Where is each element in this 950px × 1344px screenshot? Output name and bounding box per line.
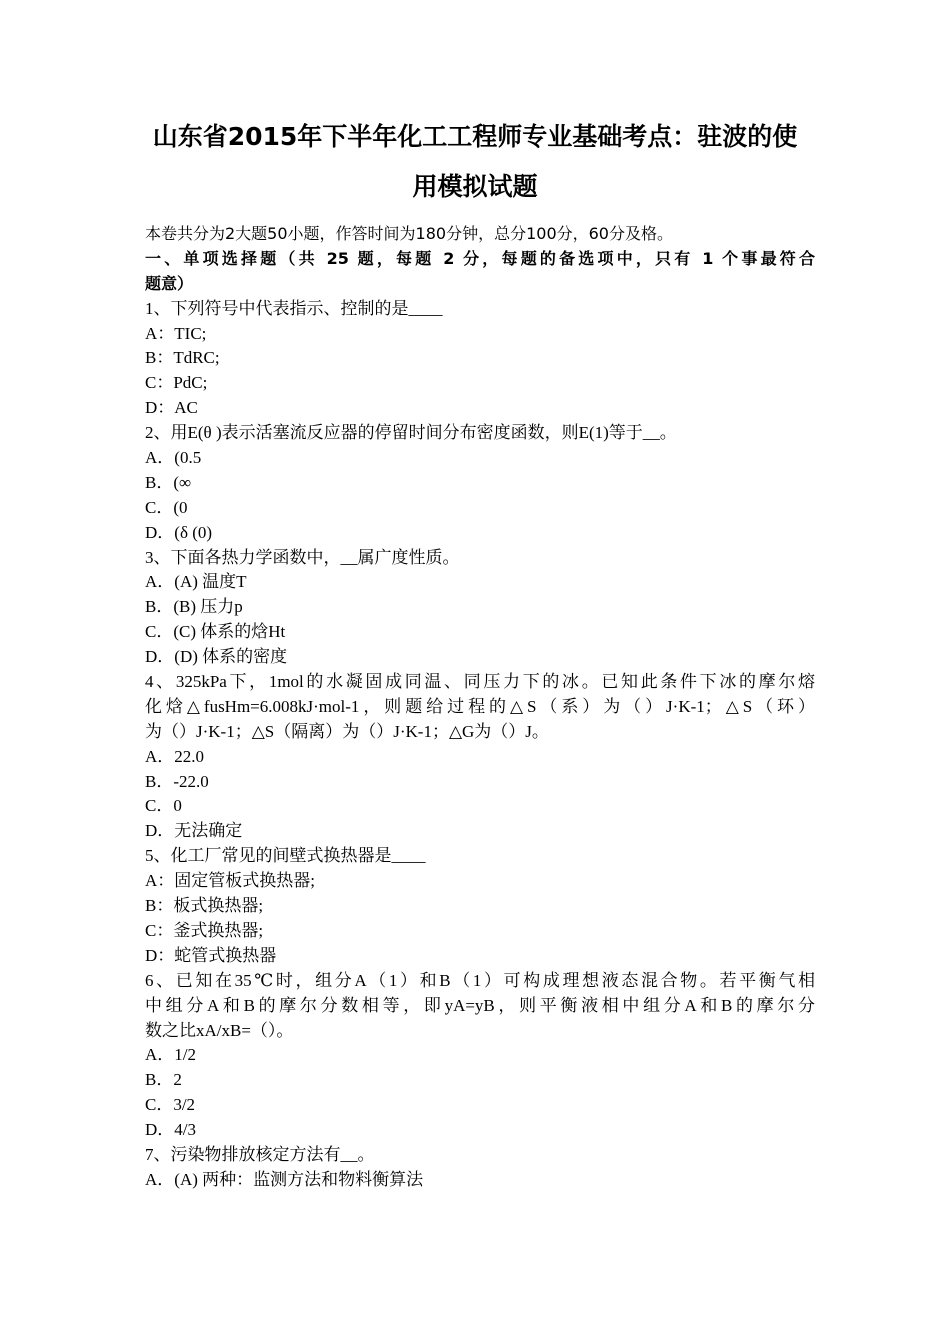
section-heading-line-1: 一、单项选择题（共 25 题，每题 2 分，每题的备选项中，只有 1 个事最符合 (145, 248, 815, 268)
question-4-stem-line-1: 4、325kPa下，1mol的水凝固成同温、同压力下的冰。已知此条件下冰的摩尔熔 (145, 672, 815, 692)
question-6-option-b: B．2 (145, 1070, 182, 1090)
question-4-option-d: D．无法确定 (145, 821, 243, 841)
question-2-stem: 2、用E(θ )表示活塞流反应器的停留时间分布密度函数，则E(1)等于__。 (145, 423, 677, 443)
question-4-option-a: A．22.0 (145, 746, 205, 766)
question-2-option-d: D．(δ (0) (145, 522, 213, 542)
question-2-option-a: A．(0.5 (145, 448, 202, 468)
question-1-stem: 1、下列符号中代表指示、控制的是____ (145, 298, 443, 318)
section-heading-line-2: 题意） (145, 273, 194, 293)
question-1-option-d: D：AC (145, 398, 198, 418)
question-5-stem: 5、化工厂常见的间壁式换热器是____ (145, 846, 426, 866)
document-title-line-1: 山东省2015年下半年化工工程师专业基础考点：驻波的使 (152, 122, 798, 151)
question-7-stem: 7、污染物排放核定方法有__。 (145, 1144, 375, 1164)
question-2-option-b: B．(∞ (145, 472, 192, 492)
document-title-line-2: 用模拟试题 (412, 172, 538, 201)
question-4-option-c: C．0 (145, 796, 182, 816)
question-3-option-d: D．(D) 体系的密度 (145, 647, 288, 667)
question-4-stem-line-2: 化焓△fusHm=6.008kJ·mol-1，则题给过程的△S（系）为（）J·K-1；△S（环） (145, 696, 815, 716)
question-2-option-c: C．(0 (145, 497, 188, 517)
question-3-option-c: C．(C) 体系的焓Ht (145, 622, 286, 642)
question-5-option-c: C：釜式换热器; (145, 920, 264, 940)
question-6-stem-line-1: 6、已知在35℃时，组分A（1）和B（1）可构成理想液态混合物。若平衡气相 (145, 970, 815, 990)
exam-instructions: 本卷共分为2大题50小题，作答时间为180分钟，总分100分，60分及格。 (145, 224, 673, 243)
question-3-stem: 3、下面各热力学函数中，__属广度性质。 (145, 547, 460, 567)
question-6-option-c: C．3/2 (145, 1095, 196, 1115)
question-5-option-b: B：板式换热器; (145, 896, 264, 916)
question-4-option-b: B．-22.0 (145, 771, 209, 791)
question-7-option-a: A．(A) 两种：监测方法和物料衡算法 (145, 1169, 424, 1189)
question-3-option-a: A．(A) 温度T (145, 572, 247, 592)
document-body (145, 222, 815, 1193)
question-1-option-a: A：TIC; (145, 323, 207, 343)
question-1-option-c: C：PdC; (145, 373, 208, 393)
question-6-option-d: D．4/3 (145, 1120, 196, 1140)
question-5-option-a: A：固定管板式换热器; (145, 871, 315, 891)
question-5-option-d: D：蛇管式换热器 (145, 945, 277, 965)
question-6-option-a: A．1/2 (145, 1045, 196, 1065)
question-3-option-b: B．(B) 压力p (145, 597, 243, 617)
question-1-option-b: B：TdRC; (145, 348, 220, 368)
question-4-stem-line-3: 为（）J·K-1；△S（隔离）为（）J·K-1；△G为（）J。 (145, 721, 549, 741)
question-6-stem-line-3: 数之比xA/xB=（）。 (145, 1020, 294, 1040)
question-6-stem-line-2: 中组分A和B的摩尔分数相等，即yA=yB，则平衡液相中组分A和B的摩尔分 (145, 995, 815, 1015)
